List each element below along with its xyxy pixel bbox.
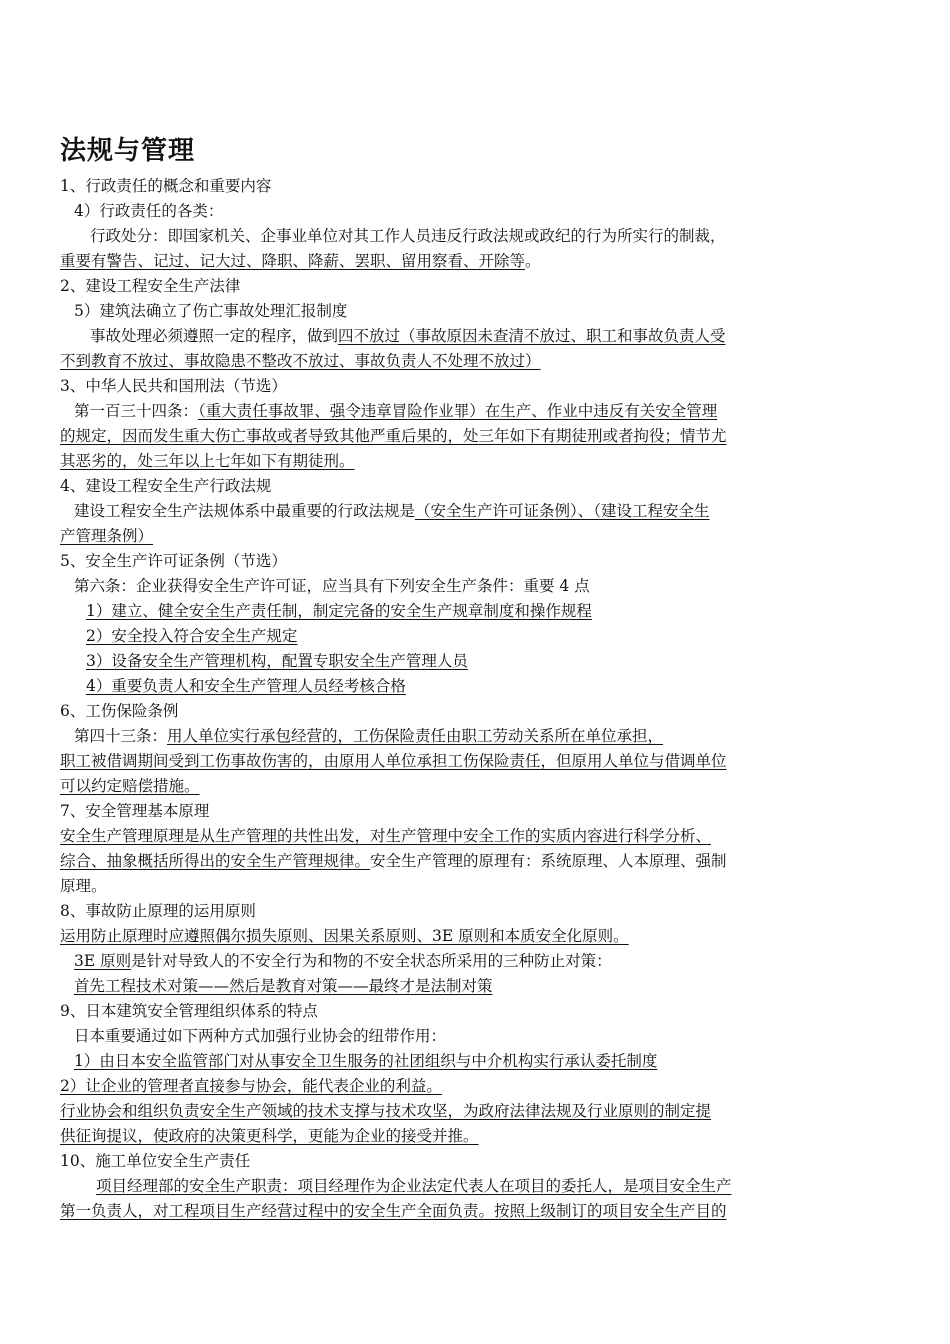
text-span: 第六条：企业获得安全生产许可证，应当具有下列安全生产条件：重要 4 点 xyxy=(74,577,590,595)
text-line xyxy=(60,449,890,474)
text-line xyxy=(60,349,890,374)
text-line xyxy=(60,249,890,274)
underlined-text: 重要有警告、记过、记大过、降职、降薪、罢职、留用察看、开除等 xyxy=(60,252,526,270)
text-line xyxy=(60,1024,890,1049)
text-line xyxy=(60,624,890,649)
underlined-text: 1）建立、健全安全生产责任制，制定完备的安全生产规章制度和操作规程 xyxy=(86,602,592,620)
text-span: 安全生产管理的原理有：系统原理、人本原理、强制 xyxy=(370,852,727,870)
underlined-text: （重大责任事故罪、强令违章冒险作业罪）在生产、作业中违反有关安全管理 xyxy=(198,402,718,420)
text-span: 是针对导致人的不安全行为和物的不安全状态所采用的三种防止对策： xyxy=(131,952,612,970)
text-span: 行政处分：即国家机关、企事业单位对其工作人员违反行政法规或政纪的行为所实行的制裁， xyxy=(90,227,726,245)
text-line xyxy=(60,1099,890,1124)
text-line xyxy=(60,1174,890,1199)
text-span: 6、工伤保险条例 xyxy=(60,702,179,720)
underlined-text: 4）重要负责人和安全生产管理人员经考核合格 xyxy=(86,677,406,695)
text-line xyxy=(60,924,890,949)
underlined-text: 产管理条例） xyxy=(60,527,154,545)
text-line xyxy=(60,649,890,674)
text-line xyxy=(60,1199,890,1224)
text-span: 1、行政责任的概念和重要内容 xyxy=(60,177,272,195)
underlined-text: 2）安全投入符合安全生产规定 xyxy=(86,627,298,645)
text-line xyxy=(60,549,890,574)
underlined-text: 四不放过（事故原因未查清不放过、职工和事故负责人受 xyxy=(338,327,726,345)
text-span: 4）行政责任的各类： xyxy=(74,202,224,220)
text-line xyxy=(60,999,890,1024)
text-line xyxy=(60,674,890,699)
underlined-text: 职工被借调期间受到工伤事故伤害的，由原用人单位承担工伤保险责任，但原用人单位与借调单位 xyxy=(60,752,727,770)
text-span: 5、安全生产许可证条例（节选） xyxy=(60,552,287,570)
text-line xyxy=(60,849,890,874)
document-body xyxy=(60,174,890,1224)
text-span: 第四十三条： xyxy=(74,727,168,745)
text-line xyxy=(60,1124,890,1149)
underlined-text: 2）让企业的管理者直接参与协会，能代表企业的利益。 xyxy=(60,1077,442,1095)
text-line xyxy=(60,799,890,824)
text-span: 10、施工单位安全生产责任 xyxy=(60,1152,251,1170)
text-line xyxy=(60,1049,890,1074)
underlined-text: 3）设备安全生产管理机构，配置专职安全生产管理人员 xyxy=(86,652,468,670)
underlined-text: 项目经理部的安全生产职责：项目经理作为企业法定代表人在项目的委托人，是项目安全生产 xyxy=(96,1177,732,1195)
text-span: 事故处理必须遵照一定的程序，做到 xyxy=(90,327,339,345)
underlined-text: 运用防止原理时应遵照偶尔损失原则、因果关系原则、3E 原则和本质安全化原则。 xyxy=(60,927,629,945)
text-line xyxy=(60,524,890,549)
text-line xyxy=(60,374,890,399)
text-line xyxy=(60,574,890,599)
underlined-text: 综合、抽象概括所得出的安全生产管理规律。 xyxy=(60,852,371,870)
underlined-text: （安全生产许可证条例）、（建设工程安全生 xyxy=(415,502,710,520)
underlined-text: 安全生产管理原理是从生产管理的共性出发，对生产管理中安全工作的实质内容进行科学分析、 xyxy=(60,827,712,845)
text-line xyxy=(60,224,890,249)
text-span: 3、中华人民共和国刑法（节选） xyxy=(60,377,287,395)
text-span: 5）建筑法确立了伤亡事故处理汇报制度 xyxy=(74,302,348,320)
text-line xyxy=(60,1074,890,1099)
text-span: 7、安全管理基本原理 xyxy=(60,802,210,820)
underlined-text: 用人单位实行承包经营的，工伤保险责任由职工劳动关系所在单位承担， xyxy=(167,727,664,745)
text-span: 4、建设工程安全生产行政法规 xyxy=(60,477,272,495)
underlined-text: 供征询提议，使政府的决策更科学，更能为企业的接受并推。 xyxy=(60,1127,479,1145)
text-line xyxy=(60,949,890,974)
text-line xyxy=(60,774,890,799)
underlined-text: 可以约定赔偿措施。 xyxy=(60,777,200,795)
text-line xyxy=(60,874,890,899)
underlined-text: 其恶劣的，处三年以上七年如下有期徒刑。 xyxy=(60,452,355,470)
text-line xyxy=(60,174,890,199)
text-line xyxy=(60,299,890,324)
underlined-text: 3E 原则 xyxy=(74,952,132,970)
underlined-text: 的规定，因而发生重大伤亡事故或者导致其他严重后果的，处三年如下有期徒刑或者拘役；情节尤 xyxy=(60,427,727,445)
underlined-text: 首先工程技术对策——然后是教育对策——最终才是法制对策 xyxy=(74,977,493,995)
text-span: 。 xyxy=(525,252,541,270)
text-line xyxy=(60,899,890,924)
text-line xyxy=(60,424,890,449)
text-span: 日本重要通过如下两种方式加强行业协会的纽带作用： xyxy=(74,1027,447,1045)
text-line xyxy=(60,474,890,499)
underlined-text: 行业协会和组织负责安全生产领域的技术支撑与技术攻坚，为政府法律法规及行业原则的制定提 xyxy=(60,1102,712,1120)
underlined-text: 第一负责人，对工程项目生产经营过程中的安全生产全面负责。按照上级制订的项目安全生产目的 xyxy=(60,1202,727,1220)
text-line xyxy=(60,824,890,849)
underlined-text: 1）由日本安全监管部门对从事安全卫生服务的社团组织与中介机构实行承认委托制度 xyxy=(74,1052,658,1070)
text-span: 2、建设工程安全生产法律 xyxy=(60,277,241,295)
text-line xyxy=(60,974,890,999)
text-line xyxy=(60,724,890,749)
text-span: 建设工程安全生产法规体系中最重要的行政法规是 xyxy=(74,502,416,520)
text-line xyxy=(60,399,890,424)
text-line xyxy=(60,324,890,349)
text-span: 9、日本建筑安全管理组织体系的特点 xyxy=(60,1002,318,1020)
text-line xyxy=(60,699,890,724)
text-line xyxy=(60,499,890,524)
text-span: 8、事故防止原理的运用原则 xyxy=(60,902,256,920)
text-line xyxy=(60,274,890,299)
text-line xyxy=(60,749,890,774)
text-span: 第一百三十四条： xyxy=(74,402,199,420)
text-line xyxy=(60,1149,890,1174)
text-line xyxy=(60,199,890,224)
document-title: 法规与管理 xyxy=(60,136,196,166)
underlined-text: 不到教育不放过、事故隐患不整改不放过、事故负责人不处理不放过） xyxy=(60,352,541,370)
text-line xyxy=(60,599,890,624)
text-span: 原理。 xyxy=(60,877,107,895)
